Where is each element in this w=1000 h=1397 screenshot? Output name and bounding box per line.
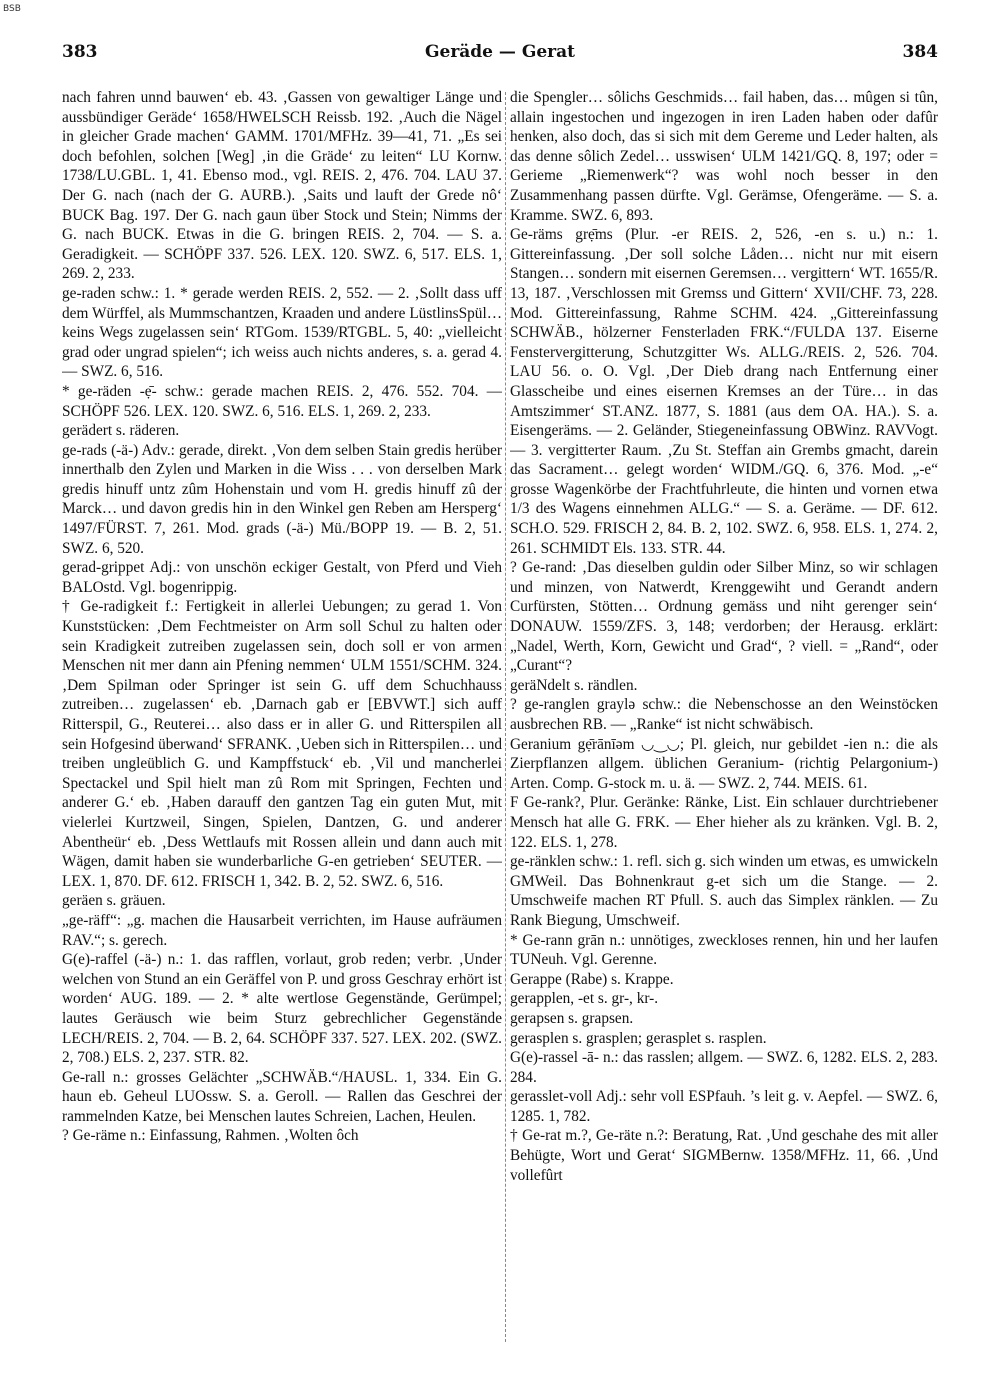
entry-geraeme-cont: die Spengler… sôlichs Geschmids… fail haben, das… mûgen si tûn, allain ingestochen und ingezogen in iren Laden haben oder dafûr henken, also doch, das si sich mit dem Gereme und Leder halten, als das denne sôlich Zedel… usswisen‘ ULM 1421/GQ. 8, 197; oder = Gerieme „Riemenwerk“? was wohl noch besser in den Zusammenhang passen dürfte. Vgl. Gerämse, Ofengeräme. — S. a. Kramme. SWZ. 6, 893.: [510, 89, 938, 224]
left-page-number: 383: [62, 42, 98, 62]
page-header: [62, 42, 938, 72]
entry-geraeden: * ge-räden -ẹ̄- schw.: gerade machen REIS. 2, 476. 552. 704. — SCHÖPF 526. LEX. 120. SWZ. 6, 516. ELS. 1, 269. 2, 233.: [62, 382, 502, 420]
entry-gerappe: Gerappe (Rabe) s. Krappe.: [510, 970, 674, 988]
column-divider: [505, 92, 506, 1342]
entry-gerann: * Ge-rann grān n.: unnötiges, zweckloses rennen, hin und her laufen TUNeuh. Vgl. Gerenne.: [510, 931, 938, 969]
entry-geraendelt: geräNdelt s. rändlen.: [510, 676, 638, 694]
entry-geranglen: ? ge-ranglen graylə schw.: die Nebenschosse an den Weinstöcken ausbrechen RB. — „Ranke“ ist nicht schwäbisch.: [510, 696, 938, 733]
entry-gerank: F Ge-rank?, Plur. Geränke: Ränke, List. Ein schlauer durchtriebener Mensch hat alle G. FRK. — Eher hieher als zu kränken. Vgl. B. 2, 122. ELS. 1, 278.: [510, 794, 938, 851]
entry-geraeff: „ge-räff“: „g. machen die Hausarbeit verrichten, im Hause aufräumen RAV.“; s. gerech.: [62, 911, 502, 949]
entry-geranium: Geranium gẹ̄rānīəm ◡‿◡; Pl. gleich, nur gebildet -ien n.: die als Zierpflanzen allgem. üblichen Geranium- (richtig Pelargonium-) Arten. Comp. G-stock m. u. ä. — SWZ. 2, 744. MEIS. 61.: [510, 735, 938, 792]
entry-gerapsen: gerapsen s. grapsen.: [510, 1009, 634, 1027]
entry-geradgrippet: gerad-grippet Adj.: von unschön eckiger Gestalt, von Pferd und Vieh BALOstd. Vgl. bogenrippig.: [62, 559, 502, 596]
entry-geraenklen: ge-ränklen schw.: 1. refl. sich g. sich winden um etwas, es umwickeln GMWeil. Das Bohnenkraut g-et sich um die Stange. — 2. Umschweife machen RT Pfull. S. auch das Simplex ränklen. — Zu Rank Biegung, Umschweif.: [510, 853, 938, 929]
entry-geraffel: G(e)-raffel (-ä-) n.: 1. das rafflen, vorlaut, grob reden; verbr. ‚Under welchen von Stund an ein Geräffel von P. und gross Geschray erhört ist worden‘ AUG. 189. — 2. * alte wertlose Gegenstände, Gerümpel; lautes Geräusch wie beim Sturz gebrechlicher Gegenstände LECH/REIS. 2, 704. — B. 2, 64. SCHÖPF 337. 527. LEX. 202. (SWZ. 2, 708.) ELS. 2, 237. STR. 82.: [62, 951, 502, 1067]
entry-gerasplen: gerasplen s. grasplen; gerasplet s. rasplen.: [510, 1029, 767, 1047]
right-page-number: 384: [902, 42, 938, 62]
entry-gerall: Ge-rall n.: grosses Gelächter „SCHWÄB.“/HAUSL. 1, 334. Ein G. haun eb. Geheul LUOssw. S. a. Geroll. — Rallen das Geschrei der rammelnden Katze, bei Menschen lautes Schreien, Lachen, Heulen.: [62, 1068, 502, 1125]
running-title: Geräde — Gerat: [424, 42, 575, 62]
left-column: [62, 88, 502, 1348]
entry-geraedert: gerädert s. räderen.: [62, 422, 180, 440]
entry-geraeen: geräen s. gräuen.: [62, 892, 166, 910]
entry-gerasslet-voll: gerasslet-voll Adj.: sehr voll ESPfauh. ’s leit g. v. Aepfel. — SWZ. 6, 1285. 1, 782.: [510, 1088, 938, 1125]
entry-gerads: ge-rads (-ä-) Adv.: gerade, direkt. ‚Von dem selben Stain gredis herüber innerthalb den Zylen und Marken in die Wiss . . . von derselben Mark gredis hinuff untz zûm Hohenstain und vom H. gredis hinuff zû der Marck… und davon gredis hin in den Winkel gen Reben am Hersperg‘ 1497/FÜRST. 7, 261. Mod. grads (-ä-) Mü./BOPP 19. — B. 2, 51. SWZ. 6, 520.: [62, 441, 502, 557]
entry-geraden: ge-raden schw.: 1. * gerade werden REIS. 2, 552. — 2. ‚Sollt dass uff dem Würffel, als Mummschantzen, Kraaden und andere LüstlinsSpül… keins Wegs zugelassen sein‘ RTGom. 1539/RTGBL. 5, 40: „vielleicht grad oder ungrad spielen“; ich weiss auch nichts anderes, s. a. gerad 4. — SWZ. 6, 516.: [62, 284, 502, 381]
entry-gerapplen: gerapplen, -et s. gr-, kr-.: [510, 990, 659, 1008]
entry-gerand: ? Ge-rand: ‚Das dieselben guldin oder Silber Minz, so wir schlagen und minzen, von Natwerdt, Krenggewiht und Gerandt andern Curfürsten, Stötten… Ordnung gemäss und niht gerenger sein‘ DONAUW. 1559/ZFS. 3, 148; verdorben; der Herausg. erklärt: „Nadel, Werth, Korn, Gewicht und Grad“, ? viell. = „Rand“, oder „Curant“?: [510, 559, 938, 675]
entry-geraeme: ? Ge-räme n.: Einfassung, Rahmen. ‚Wolten ôch: [62, 1127, 359, 1145]
entry-gerat: † Ge-rat m.?, Ge-räte n.?: Beratung, Rat. ‚Und geschahe des mit aller Behügte, Wort und Gerat‘ SIGMBernw. 1358/MFHz. 11, 66. ‚Und vollefûrt: [510, 1127, 938, 1184]
entry-geraems: Ge-räms grẹ̄ms (Plur. -er REIS. 2, 526, -en s. u.) n.: 1. Gittereinfassung. ‚Der soll solche Låden… nicht nur mit eisern Stangen… sondern mit eisernen Geremsen… vergittern‘ WT. 1655/R. 13, 187. ‚Verschlossen mit Gremss und Gittern‘ XVII/CHF. 73, 228. Mod. Gittereinfassung, Rahme SCHM. 424. „Gittereinfassung SCHWÄB., hölzerner Fensterladen FRK.“/FULDA 137. Eiserne Fenstervergitterung, Schutzgitter Ws. ALLG./REIS. 2, 526. 704. LAU 56. o. O. Vgl. ‚Der Dieb drang nach Entfernung einer Glasscheibe und eines eisernen Kremses an der Türe… in das Amtszimmer‘ ST.ANZ. 1877, S. 1881 (aus dem OA. HA.). S. a. Eisengeräms. — 2. Geländer, Stiegeneinfassung OBWinz. RAVVogt. — 3. vergitterter Raum. ‚Zu St. Steffan ain Grembs gmacht, darein das Sacrament… gelegt worden‘ WIDM./GQ. 6, 376. Mod. „-e“ grosse Wagenkörbe der Frachtfuhrleute, die hinten und vornen etwa 1/3 des Wagens einnehmen ALLG.“ — S. a. Geräme. — DF. 612. SCH.O. 529. FRISCH 2, 84. B. 2, 102. SWZ. 6, 958. ELS. 1, 274. 2, 261. SCHMIDT Els. 133. STR. 44.: [510, 226, 938, 557]
entry-gerassel: G(e)-rassel -ā- n.: das rasslen; allgem. — SWZ. 6, 1282. ELS. 2, 283. 284.: [510, 1049, 938, 1086]
corner-stamp: BSB: [3, 4, 21, 14]
entry-gerade-cont: nach fahren unnd bauwen‘ eb. 43. ‚Gassen von gewaltiger Länge und aussbündiger Geräde‘ 1658/HWELSCH Reissb. 192. ‚Auch die Nägel in gleicher Grade machen‘ GAMM. 1701/MFHz. 39—41, 71. „Es sei doch befohlen, solchen [Weg] ‚in die Gräde‘ zu leiten“ LU Kornw. 1738/LU.GBL. 1, 41. Ebenso mod., vgl. REIS. 2, 476. 704. LAU 37. Der G. nach (nach der G. AURB.). ‚Saits und lauft der Grede nô‘ BUCK Bag. 197. Der G. nach gaun über Stock und Stein; Nimms der G. nach BUCK. Etwas in die G. bringen REIS. 2, 704. — S. a. Geradigkeit. — SCHÖPF 337. 526. LEX. 120. SWZ. 6, 517. ELS. 1, 269. 2, 233.: [62, 89, 502, 283]
entry-geradigkeit: † Ge-radigkeit f.: Fertigkeit in allerlei Uebungen; zu gerad 1. Von Kunststücken: ‚Dem Fechtmeister on Arm soll Schul zu halten oder sein Kradigkeit zutreiben zugelassen sein, doch soll er von armen Menschen nit mer dann ain Pfening nemmen‘ ULM 1551/SCHM. 324. ‚Dem Spilman oder Springer ist sein G. uff dem Schuchhauss zutreiben… zugelassen‘ eb. ‚Darnach gab er [EBVWT.] sich auff Ritterspil, G., Reuterei… also dass er in aller G. und Ritterspilen all sein Hofgesind überwand‘ SFRANK. ‚Ueben sich in Ritterspilen… und treiben ungleüblich G. und Kampffstuck‘ eb. ‚Vil und mancherlei Spectackel und Spil hielt man zû Rom mit Springen, Fechten und anderer G.‘ eb. ‚Haben darauff den gantzen Tag ein guten Mut, mit vielerlei Kurtzweil, Singen, Spielen, Dantzen, G. und anderer Abentheür‘ eb. ‚Dess Wettlaufs mit Rossen allein und dann auch mit Wägen, damit haben sie wunderbarliche G-en getrieben‘ SEUTER. — LEX. 1, 870. DF. 612. FRISCH 1, 342. B. 2, 52. SWZ. 6, 516.: [62, 598, 502, 890]
right-column: [510, 88, 938, 1348]
